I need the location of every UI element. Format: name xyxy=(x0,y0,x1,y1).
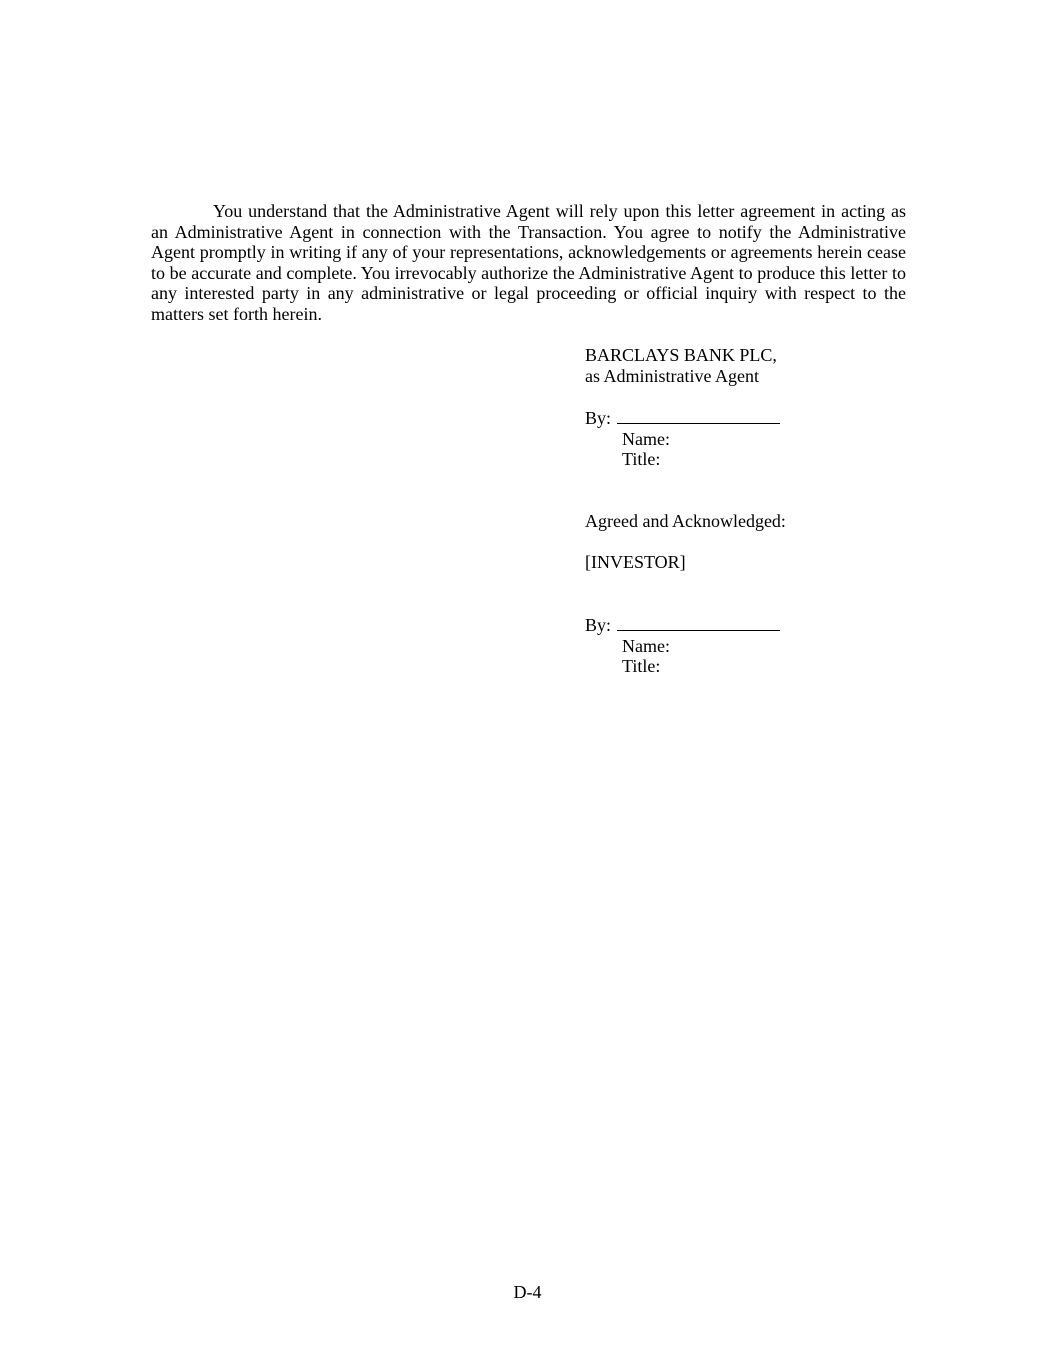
agent-capacity: as Administrative Agent xyxy=(585,365,759,386)
agent-entity-name: BARCLAYS BANK PLC, xyxy=(585,345,777,365)
agent-by-label: By: xyxy=(585,408,612,428)
investor-signature-lines xyxy=(585,614,905,677)
investor-title-label: Title: xyxy=(622,656,661,677)
agent-signature-block xyxy=(585,345,905,386)
agent-by-line xyxy=(585,407,905,429)
investor-by-label: By: xyxy=(585,615,612,635)
agent-signature-lines xyxy=(585,407,905,470)
page-number: D-4 xyxy=(513,1282,542,1302)
body-paragraph: You understand that the Administrative Agent will rely upon this letter agreement in acting as an Administrative Agent in connection with the Transaction. You agree to notify the Administrative Agent promptly in writing if any of your representations, acknowledgements or agreements herein cease to be accurate and complete. You irrevocably authorize the Administrative Agent to produce this letter to any interested party in any administrative or legal proceeding or official inquiry with respect to the matters set forth herein. xyxy=(151,201,906,324)
investor-by-line xyxy=(585,614,905,636)
investor-entity-name: [INVESTOR] xyxy=(585,552,686,572)
investor-agreed-block xyxy=(585,511,905,532)
agent-title-label: Title: xyxy=(622,449,661,470)
investor-entity-block xyxy=(585,552,905,573)
agreed-acknowledged-label: Agreed and Acknowledged: xyxy=(585,511,786,531)
agent-signature-blank xyxy=(617,407,780,424)
agent-name-label: Name: xyxy=(622,428,670,449)
investor-name-label: Name: xyxy=(622,635,670,656)
investor-signature-blank xyxy=(617,614,780,631)
